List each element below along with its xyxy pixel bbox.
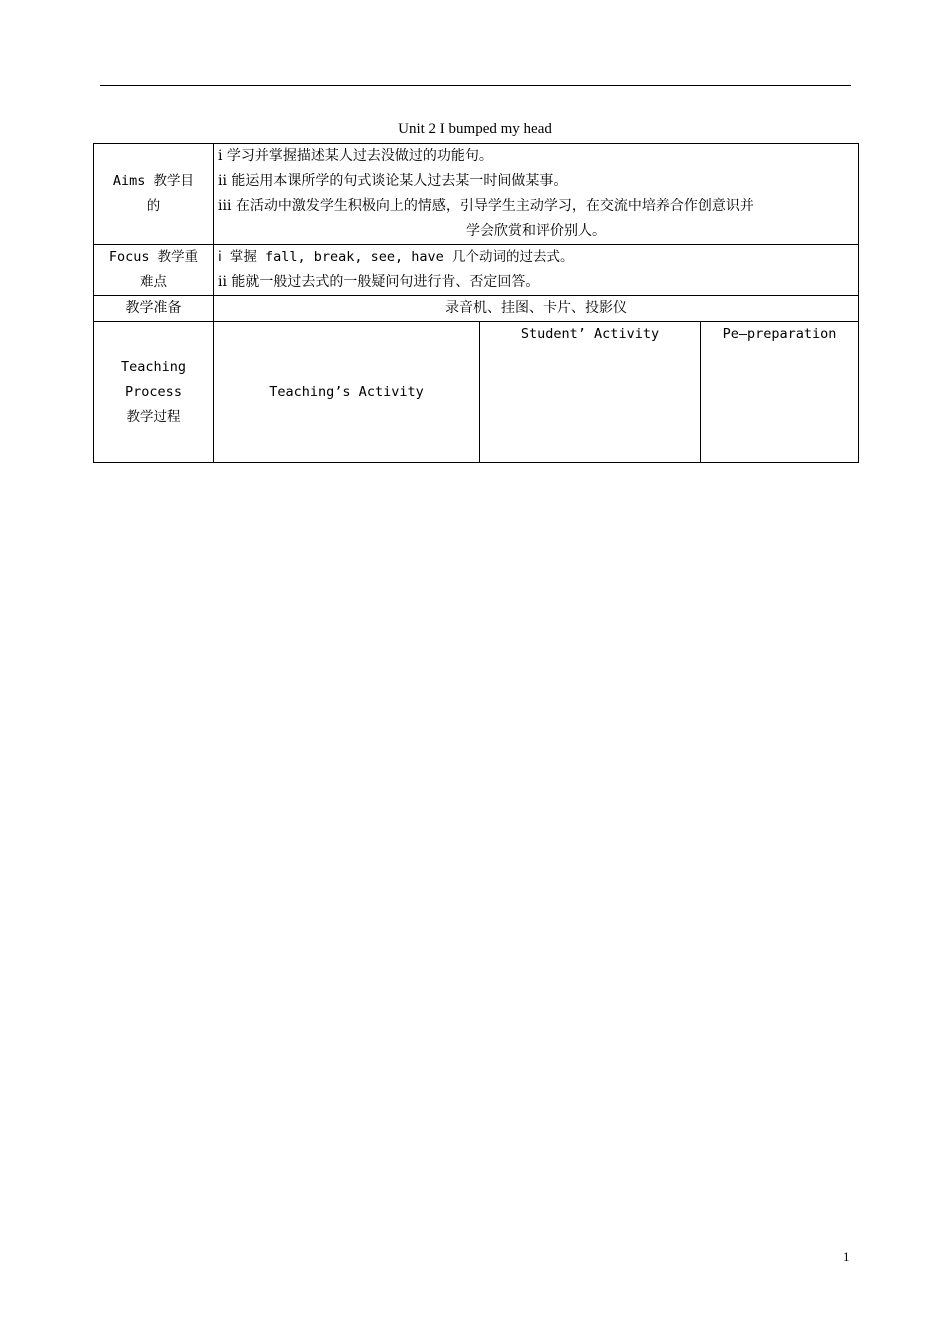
focus-content-cell: [214, 245, 859, 296]
process-label-line1: Teaching: [120, 358, 187, 375]
process-label-line2: Process: [125, 383, 182, 400]
document-title: Unit 2 I bumped my head: [398, 121, 552, 137]
aims-label-line2: 的: [146, 198, 161, 214]
student-activity-header: Student’ Activity: [480, 322, 701, 463]
aims-item-3-continuation: 学会欣赏和评价别人。: [466, 223, 606, 239]
page-number: 1: [843, 1249, 850, 1264]
focus-label-line1: Focus 教学重: [108, 249, 199, 265]
aims-label-line1: Aims 教学目: [112, 173, 195, 189]
aims-row: [94, 144, 859, 245]
preparation-row: [94, 296, 859, 322]
aims-content-cell: [214, 144, 859, 245]
aims-item-3: ⅲ 在活动中激发学生积极向上的情感，引导学生主动学习，在交流中培养合作创意识并: [218, 198, 754, 214]
aims-item-1: ⅰ 学习并掌握描述某人过去没做过的功能句。: [218, 148, 493, 164]
header-rule: [100, 85, 851, 86]
focus-item-1: ⅰ 掌握 fall, break, see, have 几个动词的过去式。: [218, 249, 574, 265]
teaching-activity-header: Teaching’s Activity: [214, 322, 480, 463]
pe-preparation-header: Pe—preparation: [701, 322, 859, 463]
process-label-cell: [94, 322, 214, 463]
focus-item-2: ⅱ 能就一般过去式的一般疑问句进行肯、否定回答。: [218, 274, 540, 290]
focus-label-cell: [94, 245, 214, 296]
process-row: [94, 322, 859, 463]
preparation-label: 教学准备: [94, 296, 214, 322]
process-label-line3: 教学过程: [126, 408, 181, 425]
focus-row: [94, 245, 859, 296]
preparation-value: 录音机、挂图、卡片、投影仪: [214, 296, 859, 322]
aims-item-2: ⅱ 能运用本课所学的句式谈论某人过去某一时间做某事。: [218, 173, 568, 189]
aims-label-cell: [94, 144, 214, 245]
lesson-plan-table: [93, 143, 859, 463]
focus-label-line2: 难点: [140, 274, 167, 290]
